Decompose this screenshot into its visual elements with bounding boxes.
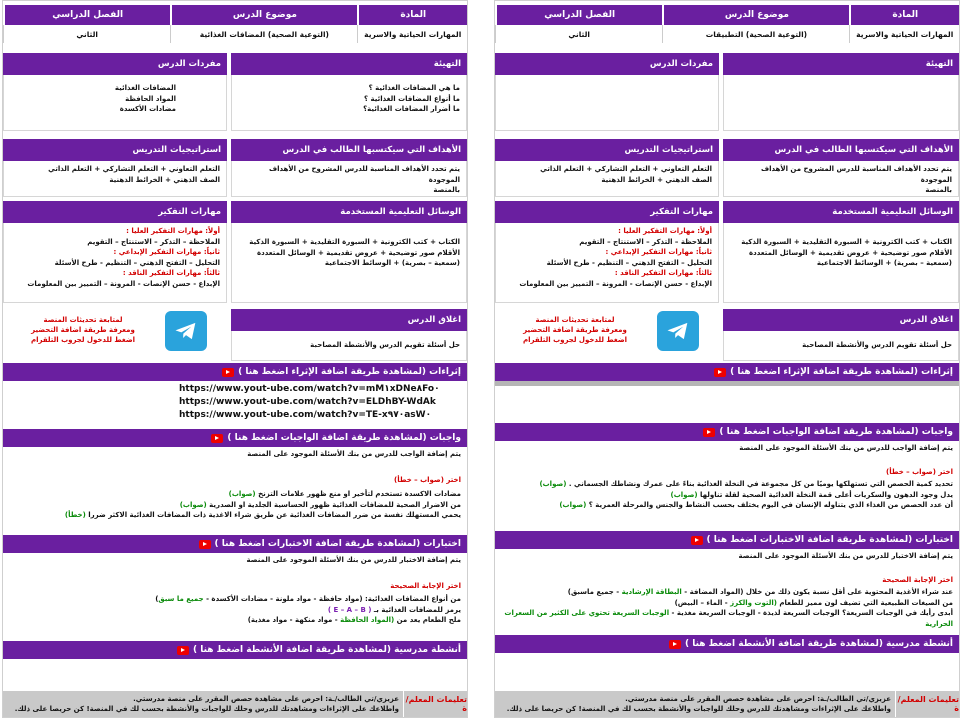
thinking-box: مهارات التفكير أولاً: مهارات التفكير العليا : الملاحظة – التذكر – الاستنتاج – التقويم ثانياً: مهارات التفكير الإبداعي : التحليل – التفتح الذهني – التنظيم - طرح الأسئلة ثالثاً: مهارات التفكير الناقد : الإبداع - حسن الإنصات - المرونة – التمييز بين المعلومات	[3, 201, 227, 303]
tests-section-header[interactable]: اختبارات (لمشاهدة طريقة اضافة الاختبارات اضغط هنا )	[495, 531, 959, 549]
topic-value: (التوعية الصحية) المضافات الغذائية	[170, 25, 357, 43]
lesson-header	[3, 5, 467, 43]
activities-section-header[interactable]: أنشطة مدرسية (لمشاهدة طريقة اضافة الأنشطة اضغط هنا )	[3, 641, 467, 659]
strategies-box: استراتيجيات التدريس التعلم التعاوني + التعلم التشاركي + التعلم الذاتي الصف الذهني + الخرائط الذهنية	[495, 139, 719, 197]
enrich-links	[9, 383, 461, 422]
topic-value: (التوعية الصحية) التطبيقات	[662, 25, 849, 43]
test-questions: من أنواع المضافات الغذائية: (مواد حافظة - مواد ملونة - مضادات الأكسدة - جميع ما سبق) يرمز للمضافات الغذائية بـ ( E – A – B ) ملح الطعام يعد من (المواد الحافظة - مواد منكهة - مواد مغذية)	[155, 595, 461, 624]
intro-box: التهيئة ما هي المضافات الغذائية ؟ ما أنواع المضافات الغذائية ؟ ما أضرار المضافات الغذائية؟	[231, 53, 467, 131]
goals-box: الأهداف التي سيكتسبها الطالب في الدرس يتم تحدد الأهداف المناسبة للدرس المشروح من الأهداف الموجودة بالمنصة	[723, 139, 959, 197]
activities-section-header[interactable]: أنشطة مدرسية (لمشاهدة طريقة اضافة الأنشطة اضغط هنا )	[495, 635, 959, 653]
teacher-instructions: تعليمات المعلم/ة عزيزي/تي الطالب/ـة: احرص على مشاهدة حصص المقرر على منصة مدرستي. واطلاعك على الإثراءات ومشاهدتك للدرس وحلك للواجبات والأنشطة بحسب لك في المنصة! كن حريصا على ذلك.	[3, 691, 467, 717]
closing-box: اغلاق الدرس حل أسئلة تقويم الدرس والأنشطة المصاحبة	[723, 309, 959, 361]
enrich-section-header[interactable]: إثراءات (لمشاهدة طريقة اضافة الإثراء اضغط هنا )	[495, 363, 959, 381]
enrich-link[interactable]: https://www.yout-ube.com/watch?v=mM١xDNe٨Fo٠	[179, 384, 440, 394]
subject-value: المهارات الحياتية والاسرية	[357, 25, 467, 43]
homework-intro: يتم إضافة الواجب للدرس من بنك الأسئلة الموجود على المنصة	[247, 450, 461, 458]
lesson-header	[495, 5, 959, 43]
intro-box: التهيئة	[723, 53, 959, 131]
vocab-box: مفردات الدرس المضافات الغذائية المواد الحافظة مضادات الأكسدة	[3, 53, 227, 131]
tests-section-header[interactable]: اختبارات (لمشاهدة طريقة اضافة الاختبارات اضغط هنا )	[3, 535, 467, 553]
homework-section-header[interactable]: واجبات (لمشاهدة طريقة اضافة الواجبات اضغط هنا )	[3, 429, 467, 447]
homework-intro: يتم إضافة الواجب للدرس من بنك الأسئلة الموجود على المنصة	[739, 444, 953, 452]
youtube-icon[interactable]	[222, 368, 234, 377]
youtube-icon[interactable]	[714, 368, 726, 377]
goals-box: الأهداف التي سيكتسبها الطالب في الدرس يتم تحدد الأهداف المناسبة للدرس المشروح من الأهداف الموجودة بالمنصة	[231, 139, 467, 197]
lesson-plan-page-left	[2, 0, 468, 718]
subject-value: المهارات الحياتية والاسرية	[849, 25, 959, 43]
strategies-box: استراتيجيات التدريس التعلم التعاوني + التعلم التشاركي + التعلم الذاتي الصف الذهني + الخرائط الذهنية	[3, 139, 227, 197]
header-topic: موضوع الدرس	[662, 5, 849, 25]
teacher-instructions: تعليمات المعلم/ة عزيزي/تي الطالب/ـة: احرص على مشاهدة حصص المقرر على منصة مدرستي. واطلاعك على الإثراءات ومشاهدتك للدرس وحلك للواجبات والأنشطة بحسب لك في المنصة! كن حريصا على ذلك.	[495, 691, 959, 717]
tests-intro: يتم إضافة الاختبار للدرس من بنك الأسئلة الموجود على المنصة	[738, 552, 953, 560]
closing-box: اغلاق الدرس حل أسئلة تقويم الدرس والأنشطة المصاحبة	[231, 309, 467, 361]
tests-intro: يتم إضافة الاختبار للدرس من بنك الأسئلة الموجود على المنصة	[246, 556, 461, 564]
telegram-icon[interactable]	[165, 311, 207, 351]
homework-questions: مضادات الاكسدة تستخدم لتأخير او منع ظهور علامات التزنخ (صواب) من الاضرار الصحية للمضافات الغذائية ظهور الحساسية الجلدية او الصدرية (صواب) يحمي المستهلك نفسة من ضرر المضافات الغذائية عن طريق شراء الاغذية ذات المضافات الغذائية الاكثر ضررا (خطأ)	[64, 490, 461, 519]
telegram-promo[interactable]: لمتابعة تحديثات المنصة ومعرفة طريقة اضافة التحضير اضغط للدخول لجروب التلقرام	[522, 316, 628, 344]
media-box: الوسائل التعليمية المستخدمة الكتاب + كتب الكترونية + السبورة التقليدية + السبورة الذكية الأقلام صور توضيحية + عروض تقديمية + الوسائل المتعددة (سمعية – بصرية) + الوسائط الاجتماعية	[723, 201, 959, 303]
vocab-box: مفردات الدرس	[495, 53, 719, 131]
tf-title: اختر (صواب – خطأ)	[394, 476, 461, 484]
youtube-icon[interactable]	[691, 536, 703, 545]
enrich-link[interactable]: https://www.yout-ube.com/watch?v=TE-x٩٧٠asW٠	[179, 410, 432, 420]
enrich-section-header[interactable]: إثراءات (لمشاهدة طريقة اضافة الإثراء اضغط هنا )	[3, 363, 467, 381]
header-subject: المادة	[849, 5, 959, 25]
youtube-icon[interactable]	[177, 646, 189, 655]
test-questions: عند شراء الأغذية المحتوية على أقل نسبة يكون ذلك من خلال (المواد المضافة - البطاقة الإرشادية - جميع ماسبق) من الصيغات الطبيعية التي تضيف لون مميز للطعام (التوت والكرز - الماء – البيض) أبدى رأيك في الوجبات السريعة؟ الوجبات السريعة لذيذة - الوجبات السريعة مغذية - الوجبات السريعة تحتوي على الكثير من السعرات الحرارية	[504, 588, 953, 628]
header-semester: الفصل الدراسي	[495, 5, 662, 25]
lesson-plan-page-right	[494, 0, 960, 718]
youtube-icon[interactable]	[199, 540, 211, 549]
tf-title: اختر (صواب – خطأ)	[886, 468, 953, 476]
homework-section-header[interactable]: واجبات (لمشاهدة طريقة اضافة الواجبات اضغط هنا )	[495, 423, 959, 441]
telegram-icon[interactable]	[657, 311, 699, 351]
header-topic: موضوع الدرس	[170, 5, 357, 25]
header-subject: المادة	[357, 5, 467, 25]
youtube-icon[interactable]	[703, 428, 715, 437]
semester-value: الثاني	[495, 25, 662, 43]
thinking-box: مهارات التفكير أولاً: مهارات التفكير العليا : الملاحظة – التذكر – الاستنتاج – التقويم ثانياً: مهارات التفكير الإبداعي : التحليل – التفتح الذهني – التنظيم - طرح الأسئلة ثالثاً: مهارات التفكير الناقد : الإبداع - حسن الإنصات - المرونة – التمييز بين المعلومات	[495, 201, 719, 303]
youtube-icon[interactable]	[669, 640, 681, 649]
semester-value: الثاني	[3, 25, 170, 43]
header-semester: الفصل الدراسي	[3, 5, 170, 25]
telegram-promo[interactable]: لمتابعة تحديثات المنصة ومعرفة طريقة اضافة التحضير اضغط للدخول لجروب التلقرام	[30, 316, 136, 344]
enrich-link[interactable]: https://www.yout-ube.com/watch?v=ELDhBY-WdAk	[179, 397, 436, 407]
media-box: الوسائل التعليمية المستخدمة الكتاب + كتب الكترونية + السبورة التقليدية + السبورة الذكية الأقلام صور توضيحية + عروض تقديمية + الوسائل المتعددة (سمعية – بصرية) + الوسائط الاجتماعية	[231, 201, 467, 303]
youtube-icon[interactable]	[211, 434, 223, 443]
correct-title: اختر الإجابة الصحيحة	[390, 582, 461, 590]
correct-title: اختر الإجابة الصحيحة	[882, 576, 953, 584]
homework-questions: تحديد كمية الحصص التي تستهلكها يوميًا من كل مجموعة في النخلة الغذائية بناءً على عمرك ونشاطك الجسماني . (صواب) يدل وجود الدهون والسكريات أعلى قمة النخلة الغذائية الصحية لقلة تناولها (صواب) أن عدد الحصص من الغذاء الذي يتناوله الإنسان في اليوم يختلف بحسب النشاط والجنس والمرحلة العمرية ؟ (صواب)	[539, 480, 953, 509]
